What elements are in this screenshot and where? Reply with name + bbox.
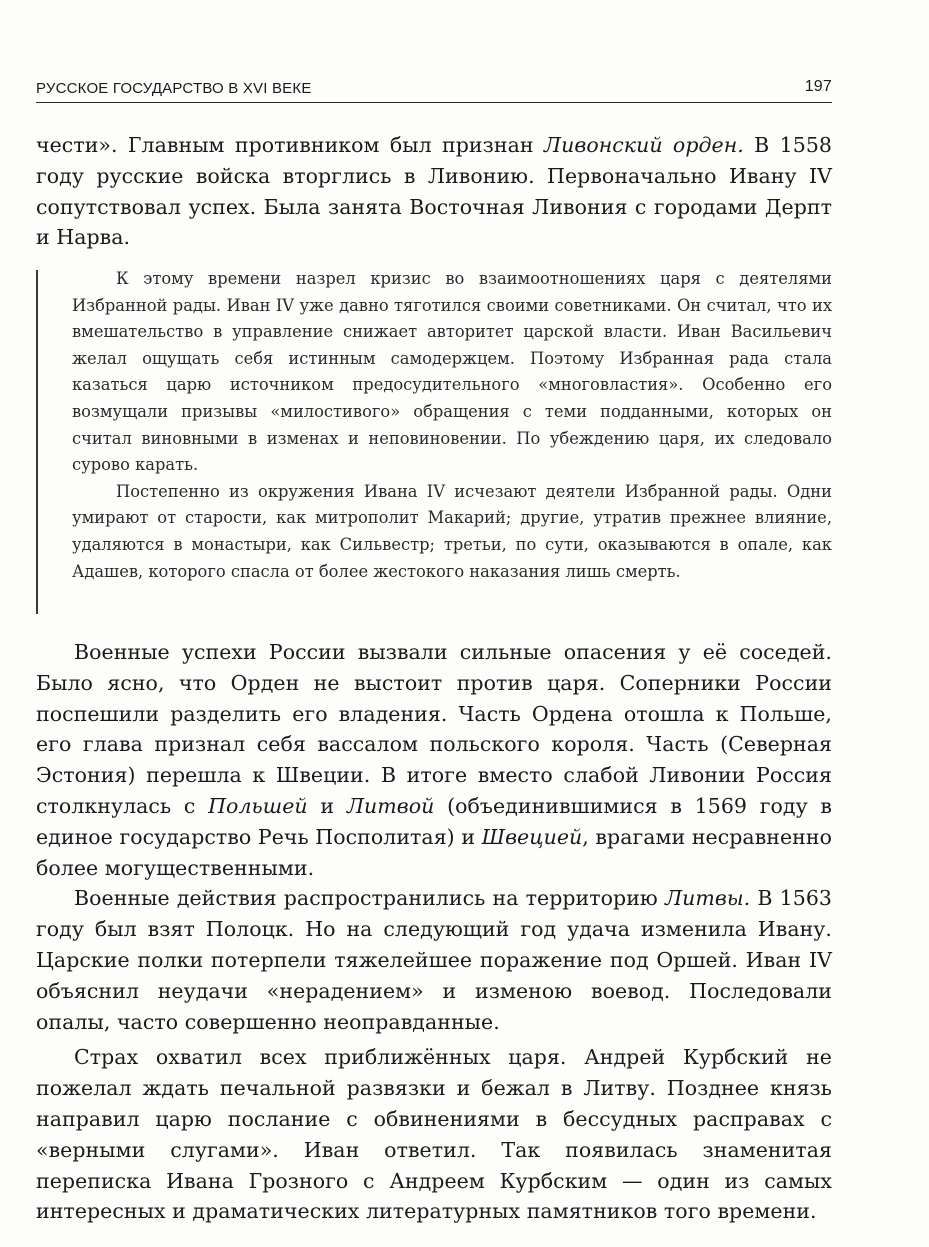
italic-term: Литвы. bbox=[665, 886, 751, 911]
text-run: , врагами несравненно более могущественными. bbox=[36, 824, 832, 880]
text-run: (объединившимися в 1569 году в единое государство Речь Посполитая) и bbox=[36, 793, 833, 849]
paragraph-continued bbox=[36, 130, 832, 253]
running-header bbox=[36, 78, 832, 103]
inset-text bbox=[72, 266, 832, 585]
main-text bbox=[36, 637, 832, 1227]
top-text bbox=[36, 130, 832, 253]
text-run: Военные действия распространились на территорию bbox=[74, 886, 665, 911]
text-run: Военные успехи России вызвали сильные опасения у её соседей. Было ясно, что Орден не выстоит против царя. Соперники России поспешили разделить его владения. Часть Ордена отошла к Польше, его глава признал себя вассалом польского короля. Часть (Северная Эстония) перешла к Швеции. В итоге вместо слабой Ливонии Россия столкнулась с bbox=[36, 640, 832, 818]
inset-paragraph-1: К этому времени назрел кризис во взаимоотношениях царя с деятелями Избранной рады. Иван IV уже давно тяготился своими советниками. Он считал, что их вмешательство в управление снижает авторитет царской власти. Иван Васильевич желал ощущать себя истинным самодержцем. Поэтому Избранная рада стала казаться царю источником предосудительного «многовластия». Особенно его возмущали призывы «милостивого» обращения с теми подданными, которых он считал виновными в изменах и неповиновении. По убеждению царя, их следовало сурово карать. bbox=[72, 269, 832, 475]
text-run: чести». Главным противником был признан bbox=[36, 133, 544, 157]
italic-term: Польшей bbox=[208, 793, 308, 818]
text-run: и bbox=[307, 793, 347, 818]
main-paragraph-2 bbox=[36, 883, 832, 1037]
text-run: В 1563 году был взят Полоцк. Но на следующий год удача изменила Ивану. Царские полки потерпели тяжелейшее поражение под Оршей. Иван IV объяснил неудачи «нерадением» и изменою воевод. Последовали опалы, часто совершенно неоправданные. bbox=[36, 886, 833, 1034]
text-run: В 1558 году русские войска вторглись в Ливонию. Первоначально Ивану IV сопутствовал успех. Была занята Восточная Ливония с городами Дерпт и Нарва. bbox=[36, 133, 833, 250]
italic-term: Ливонский орден. bbox=[543, 133, 744, 157]
italic-term: Литвой bbox=[346, 793, 435, 818]
chapter-title: РУССКОЕ ГОСУДАРСТВО В XVI ВЕКЕ bbox=[36, 80, 312, 97]
inset-side-rule bbox=[36, 270, 38, 614]
page-number: 197 bbox=[804, 78, 832, 95]
main-paragraph-1 bbox=[36, 637, 832, 883]
main-paragraph-3: Страх охватил всех приближённых царя. Андрей Курбский не пожелал ждать печальной развязки и бежал в Литву. Позднее князь направил царю послание с обвинениями в бессудных расправах с «верными слугами». Иван ответил. Так появилась знаменитая переписка Ивана Грозного с Андреем Курбским — один из самых интересных и драматических литературных памятников того времени. bbox=[36, 1045, 832, 1224]
inset-paragraph-2: Постепенно из окружения Ивана IV исчезают деятели Избранной рады. Одни умирают от старости, как митрополит Макарий; другие, утратив прежнее влияние, удаляются в монастыри, как Сильвестр; третьи, по сути, оказываются в опале, как Адашев, которого спасла от более жестокого наказания лишь смерть. bbox=[72, 481, 832, 581]
italic-term: Швецией bbox=[481, 824, 583, 849]
inset-block bbox=[36, 266, 832, 616]
